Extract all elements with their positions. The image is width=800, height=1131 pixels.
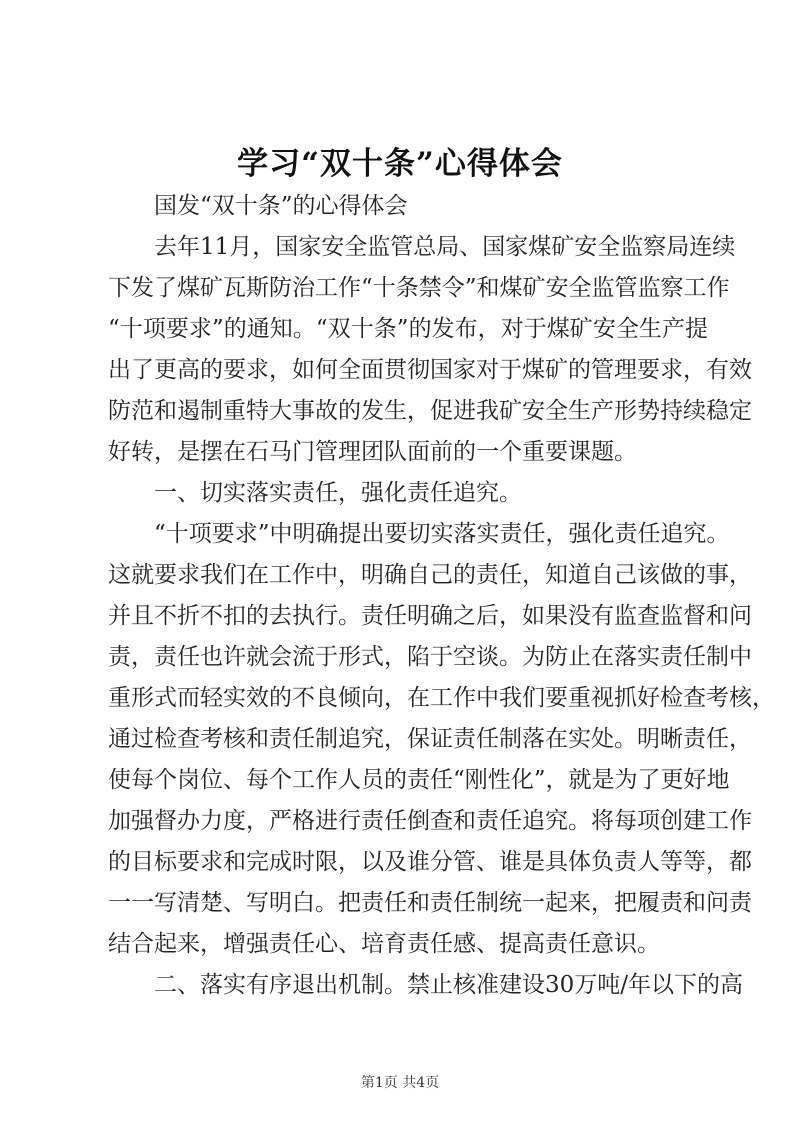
text-line: 通过检查考核和责任制追究，保证责任制落在实处。明晰责任， <box>108 726 752 752</box>
text-line: “十项要求”中明确提出要切实落实责任，强化责任追究。 <box>154 521 730 547</box>
text-line: 加强督办力度，严格进行责任倒查和责任追究。将每项创建工作 <box>108 808 752 834</box>
text-line: “十项要求”的通知。“双十条”的发布，对于煤矿安全生产提 <box>108 316 708 342</box>
document-body <box>108 186 775 1006</box>
text-line: 结合起来，增强责任心、培育责任感、提高责任意识。 <box>108 931 660 957</box>
paragraph <box>108 965 744 1006</box>
paragraph <box>108 186 708 227</box>
text-line: 好转，是摆在石马门管理团队面前的一个重要课题。 <box>108 439 637 465</box>
page-footer: 第1页 共4页 <box>360 1075 440 1091</box>
text-line: 这就要求我们在工作中，明确自己的责任，知道自己该做的事， <box>108 562 752 588</box>
text-line: 国发“双十条”的心得体会 <box>154 193 408 219</box>
paragraph <box>108 473 708 514</box>
text-line: 并且不折不扣的去执行。责任明确之后，如果没有监查监督和问 <box>108 603 752 629</box>
text-line: 去年11月，国家安全监管总局、国家煤矿安全监察局连续 <box>154 234 736 260</box>
text-line: 出了更高的要求，如何全面贯彻国家对于煤矿的管理要求，有效 <box>108 357 752 383</box>
paragraph <box>108 514 775 965</box>
text-line: 防范和遏制重特大事故的发生，促进我矿安全生产形势持续稳定 <box>108 398 752 424</box>
text-line: 重形式而轻实效的不良倾向，在工作中我们要重视抓好检查考核， <box>108 685 775 711</box>
text-line: 一一写清楚、写明白。把责任和责任制统一起来，把履责和问责 <box>108 890 752 916</box>
document-title: 学习“双十条”心得体会 <box>237 146 563 182</box>
text-line: 的目标要求和完成时限，以及谁分管、谁是具体负责人等等，都 <box>108 849 752 875</box>
text-line: 使每个岗位、每个工作人员的责任“刚性化”，就是为了更好地 <box>108 767 730 793</box>
paragraph <box>108 227 752 473</box>
text-line: 下发了煤矿瓦斯防治工作“十条禁令”和煤矿安全监管监察工作 <box>108 275 730 301</box>
text-line: 一、切实落实责任，强化责任追究。 <box>154 480 522 506</box>
text-line: 责，责任也许就会流于形式，陷于空谈。为防止在落实责任制中 <box>108 644 752 670</box>
text-line: 二、落实有序退出机制。禁止核准建设30万吨/年以下的高 <box>154 972 744 998</box>
